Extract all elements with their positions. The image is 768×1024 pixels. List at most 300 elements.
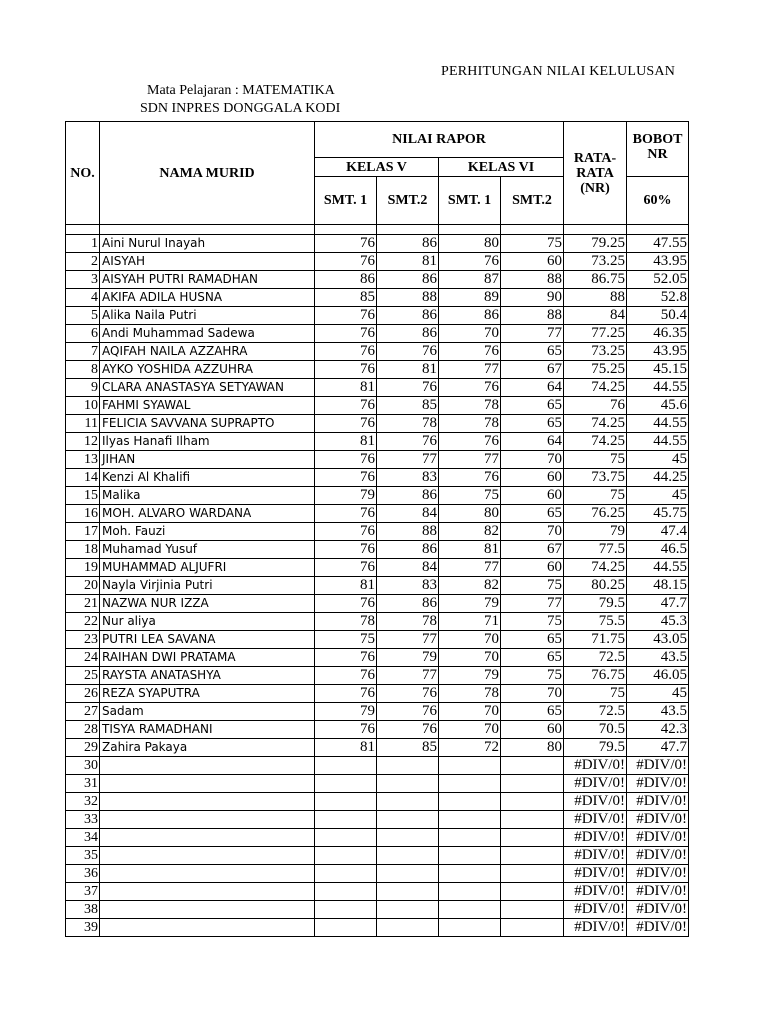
score-smt2-kelas-vi: 75 xyxy=(501,667,564,685)
row-number: 34 xyxy=(66,829,100,847)
bobot-value: 48.15 xyxy=(627,577,689,595)
score-smt1-kelas-vi: 71 xyxy=(439,613,501,631)
score-smt1-kelas-v xyxy=(315,883,377,901)
score-smt2-kelas-v: 84 xyxy=(377,559,439,577)
student-name: JIHAN xyxy=(100,451,315,469)
bobot-value: 44.25 xyxy=(627,469,689,487)
student-name: MOH. ALVARO WARDANA xyxy=(100,505,315,523)
score-smt1-kelas-vi xyxy=(439,883,501,901)
score-smt2-kelas-v: 86 xyxy=(377,487,439,505)
student-name: Malika xyxy=(100,487,315,505)
score-smt2-kelas-vi: 67 xyxy=(501,361,564,379)
row-number: 19 xyxy=(66,559,100,577)
bobot-value: #DIV/0! xyxy=(627,811,689,829)
student-name: Zahira Pakaya xyxy=(100,739,315,757)
bobot-value: 50.4 xyxy=(627,307,689,325)
student-name: REZA SYAPUTRA xyxy=(100,685,315,703)
rata-rata-value: #DIV/0! xyxy=(564,919,627,937)
score-smt2-kelas-v xyxy=(377,883,439,901)
table-row xyxy=(66,307,689,325)
bobot-value: 46.35 xyxy=(627,325,689,343)
table-row xyxy=(66,757,689,775)
score-smt2-kelas-vi: 67 xyxy=(501,541,564,559)
row-number: 16 xyxy=(66,505,100,523)
score-smt2-kelas-v: 86 xyxy=(377,325,439,343)
row-number: 29 xyxy=(66,739,100,757)
score-smt2-kelas-vi: 88 xyxy=(501,307,564,325)
rata-rata-value: 74.25 xyxy=(564,379,627,397)
row-number: 15 xyxy=(66,487,100,505)
table-row xyxy=(66,631,689,649)
rata-rata-value: 73.75 xyxy=(564,469,627,487)
student-name: Alika Naila Putri xyxy=(100,307,315,325)
student-name: AISYAH xyxy=(100,253,315,271)
rata-rata-value: #DIV/0! xyxy=(564,847,627,865)
bobot-value: 44.55 xyxy=(627,559,689,577)
header-name: NAMA MURID xyxy=(100,122,315,225)
row-number: 8 xyxy=(66,361,100,379)
score-smt1-kelas-v: 76 xyxy=(315,415,377,433)
score-smt1-kelas-v: 76 xyxy=(315,469,377,487)
score-smt1-kelas-vi xyxy=(439,793,501,811)
score-smt1-kelas-vi: 79 xyxy=(439,667,501,685)
score-smt1-kelas-v: 76 xyxy=(315,685,377,703)
score-smt1-kelas-vi: 77 xyxy=(439,361,501,379)
score-smt2-kelas-vi: 65 xyxy=(501,343,564,361)
student-name xyxy=(100,883,315,901)
score-smt2-kelas-vi: 70 xyxy=(501,523,564,541)
score-smt2-kelas-vi: 70 xyxy=(501,685,564,703)
rata-rata-value: #DIV/0! xyxy=(564,775,627,793)
rata-rata-value: 70.5 xyxy=(564,721,627,739)
table-row xyxy=(66,397,689,415)
score-smt1-kelas-v: 76 xyxy=(315,253,377,271)
score-smt1-kelas-vi: 81 xyxy=(439,541,501,559)
score-smt1-kelas-v: 79 xyxy=(315,487,377,505)
score-smt1-kelas-v: 76 xyxy=(315,721,377,739)
score-smt2-kelas-vi xyxy=(501,775,564,793)
score-smt2-kelas-v xyxy=(377,793,439,811)
score-smt1-kelas-vi: 78 xyxy=(439,415,501,433)
score-smt2-kelas-v: 76 xyxy=(377,721,439,739)
score-smt1-kelas-vi xyxy=(439,811,501,829)
score-smt1-kelas-v: 86 xyxy=(315,271,377,289)
score-smt1-kelas-v xyxy=(315,829,377,847)
student-name xyxy=(100,793,315,811)
header-smt1-vi: SMT. 1 xyxy=(439,177,501,225)
score-smt2-kelas-v: 86 xyxy=(377,307,439,325)
row-number: 7 xyxy=(66,343,100,361)
header-smt2-vi: SMT.2 xyxy=(501,177,564,225)
row-number: 36 xyxy=(66,865,100,883)
school-name: SDN INPRES DONGGALA KODI xyxy=(140,101,341,116)
table-row xyxy=(66,919,689,937)
score-smt2-kelas-vi: 65 xyxy=(501,703,564,721)
table-row xyxy=(66,505,689,523)
student-name: Sadam xyxy=(100,703,315,721)
score-smt1-kelas-vi: 70 xyxy=(439,721,501,739)
subject-label: Mata Pelajaran : MATEMATIKA xyxy=(147,83,335,98)
score-smt2-kelas-vi: 90 xyxy=(501,289,564,307)
header-rata-rata: RATA-RATA (NR) xyxy=(564,122,627,225)
score-smt2-kelas-v: 76 xyxy=(377,379,439,397)
rata-rata-value: 73.25 xyxy=(564,253,627,271)
table-row xyxy=(66,865,689,883)
bobot-value: 45 xyxy=(627,451,689,469)
rata-rata-value: #DIV/0! xyxy=(564,901,627,919)
rata-rata-value: 72.5 xyxy=(564,703,627,721)
score-smt2-kelas-vi xyxy=(501,901,564,919)
bobot-value: 43.5 xyxy=(627,649,689,667)
score-smt1-kelas-v: 76 xyxy=(315,559,377,577)
score-smt2-kelas-vi: 80 xyxy=(501,739,564,757)
score-smt1-kelas-vi: 80 xyxy=(439,505,501,523)
table-row xyxy=(66,541,689,559)
row-number: 13 xyxy=(66,451,100,469)
score-smt2-kelas-vi xyxy=(501,793,564,811)
header-bobot: BOBOT NR xyxy=(627,122,689,177)
score-smt2-kelas-vi: 65 xyxy=(501,397,564,415)
score-smt1-kelas-v: 76 xyxy=(315,667,377,685)
score-smt1-kelas-vi: 70 xyxy=(439,703,501,721)
score-smt2-kelas-v: 76 xyxy=(377,685,439,703)
score-smt2-kelas-vi: 65 xyxy=(501,631,564,649)
row-number: 12 xyxy=(66,433,100,451)
score-smt1-kelas-vi: 80 xyxy=(439,235,501,253)
rata-rata-value: #DIV/0! xyxy=(564,757,627,775)
rata-rata-value: 79 xyxy=(564,523,627,541)
student-name: FAHMI SYAWAL xyxy=(100,397,315,415)
score-smt2-kelas-vi xyxy=(501,829,564,847)
score-smt2-kelas-vi: 64 xyxy=(501,433,564,451)
score-smt1-kelas-vi: 82 xyxy=(439,523,501,541)
rata-rata-value: #DIV/0! xyxy=(564,811,627,829)
student-name xyxy=(100,811,315,829)
score-smt2-kelas-vi xyxy=(501,919,564,937)
score-smt2-kelas-vi xyxy=(501,757,564,775)
rata-rata-value: 74.25 xyxy=(564,433,627,451)
score-smt1-kelas-vi xyxy=(439,847,501,865)
row-number: 24 xyxy=(66,649,100,667)
table-row xyxy=(66,847,689,865)
table-row xyxy=(66,451,689,469)
student-name: AQIFAH NAILA AZZAHRA xyxy=(100,343,315,361)
score-smt2-kelas-v: 86 xyxy=(377,271,439,289)
score-smt1-kelas-v xyxy=(315,775,377,793)
table-row xyxy=(66,253,689,271)
score-smt1-kelas-v: 76 xyxy=(315,541,377,559)
bobot-value: 43.95 xyxy=(627,343,689,361)
score-smt1-kelas-vi: 76 xyxy=(439,433,501,451)
score-smt1-kelas-vi xyxy=(439,919,501,937)
table-row xyxy=(66,433,689,451)
score-smt2-kelas-v xyxy=(377,865,439,883)
score-smt1-kelas-vi xyxy=(439,901,501,919)
student-name: AISYAH PUTRI RAMADHAN xyxy=(100,271,315,289)
bobot-value: #DIV/0! xyxy=(627,901,689,919)
table-row xyxy=(66,775,689,793)
bobot-value: #DIV/0! xyxy=(627,757,689,775)
score-smt1-kelas-v xyxy=(315,847,377,865)
bobot-value: #DIV/0! xyxy=(627,793,689,811)
student-name: FELICIA SAVVANA SUPRAPTO xyxy=(100,415,315,433)
score-smt2-kelas-vi: 65 xyxy=(501,415,564,433)
table-row xyxy=(66,613,689,631)
score-smt2-kelas-vi xyxy=(501,883,564,901)
bobot-value: 45.6 xyxy=(627,397,689,415)
row-number: 31 xyxy=(66,775,100,793)
table-row xyxy=(66,469,689,487)
score-smt1-kelas-vi: 76 xyxy=(439,253,501,271)
score-smt1-kelas-vi: 87 xyxy=(439,271,501,289)
row-number: 38 xyxy=(66,901,100,919)
score-smt2-kelas-vi xyxy=(501,865,564,883)
bobot-value: 52.05 xyxy=(627,271,689,289)
row-number: 1 xyxy=(66,235,100,253)
row-number: 21 xyxy=(66,595,100,613)
rata-rata-value: 74.25 xyxy=(564,559,627,577)
score-smt1-kelas-vi: 70 xyxy=(439,631,501,649)
score-smt1-kelas-vi: 79 xyxy=(439,595,501,613)
score-smt2-kelas-v: 76 xyxy=(377,433,439,451)
student-name: Nur aliya xyxy=(100,613,315,631)
rata-rata-value: 88 xyxy=(564,289,627,307)
score-smt2-kelas-v: 79 xyxy=(377,649,439,667)
table-row xyxy=(66,343,689,361)
rata-rata-value: 86.75 xyxy=(564,271,627,289)
student-name xyxy=(100,919,315,937)
score-smt2-kelas-v: 86 xyxy=(377,541,439,559)
score-smt2-kelas-vi: 60 xyxy=(501,559,564,577)
score-smt2-kelas-v: 78 xyxy=(377,613,439,631)
score-smt1-kelas-vi xyxy=(439,865,501,883)
table-row xyxy=(66,415,689,433)
score-smt2-kelas-vi: 77 xyxy=(501,325,564,343)
score-smt2-kelas-vi: 60 xyxy=(501,469,564,487)
score-smt2-kelas-v xyxy=(377,919,439,937)
rata-rata-value: 79.5 xyxy=(564,595,627,613)
table-row xyxy=(66,811,689,829)
student-name: TISYA RAMADHANI xyxy=(100,721,315,739)
table-row xyxy=(66,235,689,253)
score-smt2-kelas-vi: 75 xyxy=(501,613,564,631)
rata-rata-value: 76.75 xyxy=(564,667,627,685)
student-name: RAIHAN DWI PRATAMA xyxy=(100,649,315,667)
bobot-value: 45 xyxy=(627,685,689,703)
bobot-value: 44.55 xyxy=(627,379,689,397)
header-smt2-v: SMT.2 xyxy=(377,177,439,225)
score-smt1-kelas-v: 81 xyxy=(315,577,377,595)
header-smt1-v: SMT. 1 xyxy=(315,177,377,225)
table-row xyxy=(66,685,689,703)
header-kelas-vi: KELAS VI xyxy=(439,158,564,177)
row-number: 25 xyxy=(66,667,100,685)
row-number: 5 xyxy=(66,307,100,325)
rata-rata-value: 79.5 xyxy=(564,739,627,757)
score-smt1-kelas-v: 78 xyxy=(315,613,377,631)
score-smt1-kelas-v xyxy=(315,919,377,937)
score-smt2-kelas-v: 85 xyxy=(377,397,439,415)
score-smt2-kelas-v: 77 xyxy=(377,451,439,469)
table-row xyxy=(66,487,689,505)
student-name xyxy=(100,829,315,847)
score-smt1-kelas-v: 79 xyxy=(315,703,377,721)
score-smt2-kelas-v xyxy=(377,757,439,775)
rata-rata-value: 79.25 xyxy=(564,235,627,253)
score-smt1-kelas-vi: 70 xyxy=(439,325,501,343)
row-number: 23 xyxy=(66,631,100,649)
score-smt2-kelas-vi xyxy=(501,811,564,829)
score-smt1-kelas-vi xyxy=(439,775,501,793)
table-row xyxy=(66,703,689,721)
score-smt2-kelas-v: 77 xyxy=(377,631,439,649)
bobot-value: 45.75 xyxy=(627,505,689,523)
score-smt1-kelas-vi: 77 xyxy=(439,559,501,577)
student-name xyxy=(100,775,315,793)
score-smt2-kelas-v: 78 xyxy=(377,415,439,433)
rata-rata-value: 73.25 xyxy=(564,343,627,361)
score-smt1-kelas-vi: 76 xyxy=(439,343,501,361)
row-number: 32 xyxy=(66,793,100,811)
student-name xyxy=(100,847,315,865)
bobot-value: 43.5 xyxy=(627,703,689,721)
row-number: 26 xyxy=(66,685,100,703)
rata-rata-value: 71.75 xyxy=(564,631,627,649)
score-smt1-kelas-vi: 75 xyxy=(439,487,501,505)
student-name: AYKO YOSHIDA AZZUHRA xyxy=(100,361,315,379)
bobot-value: 47.55 xyxy=(627,235,689,253)
score-smt1-kelas-v: 76 xyxy=(315,505,377,523)
row-number: 3 xyxy=(66,271,100,289)
bobot-value: 52.8 xyxy=(627,289,689,307)
table-row xyxy=(66,379,689,397)
bobot-value: 44.55 xyxy=(627,415,689,433)
rata-rata-value: 84 xyxy=(564,307,627,325)
table-row xyxy=(66,325,689,343)
rata-rata-value: 76 xyxy=(564,397,627,415)
table-row xyxy=(66,793,689,811)
bobot-value: 47.7 xyxy=(627,739,689,757)
score-smt1-kelas-vi: 70 xyxy=(439,649,501,667)
student-name xyxy=(100,757,315,775)
score-smt2-kelas-v: 83 xyxy=(377,577,439,595)
rata-rata-value: 74.25 xyxy=(564,415,627,433)
student-name: RAYSTA ANATASHYA xyxy=(100,667,315,685)
score-smt1-kelas-vi xyxy=(439,829,501,847)
table-row xyxy=(66,721,689,739)
bobot-value: 46.5 xyxy=(627,541,689,559)
row-number: 33 xyxy=(66,811,100,829)
table-row xyxy=(66,289,689,307)
score-smt1-kelas-vi: 78 xyxy=(439,397,501,415)
bobot-value: #DIV/0! xyxy=(627,883,689,901)
score-smt1-kelas-v: 76 xyxy=(315,451,377,469)
score-smt2-kelas-v: 77 xyxy=(377,667,439,685)
student-name xyxy=(100,901,315,919)
table-row xyxy=(66,829,689,847)
score-smt1-kelas-v xyxy=(315,811,377,829)
table-row xyxy=(66,595,689,613)
score-smt2-kelas-vi: 75 xyxy=(501,577,564,595)
score-smt2-kelas-v: 81 xyxy=(377,361,439,379)
rata-rata-value: #DIV/0! xyxy=(564,829,627,847)
score-smt1-kelas-v: 81 xyxy=(315,379,377,397)
student-name: Nayla Virjinia Putri xyxy=(100,577,315,595)
header-kelas-v: KELAS V xyxy=(315,158,439,177)
score-smt2-kelas-vi: 88 xyxy=(501,271,564,289)
bobot-value: #DIV/0! xyxy=(627,775,689,793)
student-name: CLARA ANASTASYA SETYAWAN xyxy=(100,379,315,397)
header-bobot-pct: 60% xyxy=(627,177,689,225)
student-name: MUHAMMAD ALJUFRI xyxy=(100,559,315,577)
student-name: Aini Nurul Inayah xyxy=(100,235,315,253)
rata-rata-value: 77.5 xyxy=(564,541,627,559)
score-smt2-kelas-vi: 60 xyxy=(501,721,564,739)
score-smt2-kelas-v: 86 xyxy=(377,235,439,253)
student-name xyxy=(100,865,315,883)
student-name: Ilyas Hanafi Ilham xyxy=(100,433,315,451)
header-no: NO. xyxy=(66,122,100,225)
student-name: Muhamad Yusuf xyxy=(100,541,315,559)
score-smt2-kelas-vi: 60 xyxy=(501,487,564,505)
score-smt1-kelas-v: 76 xyxy=(315,397,377,415)
row-number: 4 xyxy=(66,289,100,307)
score-smt2-kelas-v xyxy=(377,847,439,865)
table-row xyxy=(66,271,689,289)
score-smt2-kelas-vi: 70 xyxy=(501,451,564,469)
score-smt2-kelas-v: 81 xyxy=(377,253,439,271)
score-smt2-kelas-v: 83 xyxy=(377,469,439,487)
row-number: 30 xyxy=(66,757,100,775)
score-smt1-kelas-vi: 72 xyxy=(439,739,501,757)
row-number: 20 xyxy=(66,577,100,595)
score-smt1-kelas-vi: 86 xyxy=(439,307,501,325)
score-smt2-kelas-v: 76 xyxy=(377,703,439,721)
bobot-value: 45.3 xyxy=(627,613,689,631)
score-smt1-kelas-v: 76 xyxy=(315,595,377,613)
score-smt1-kelas-vi: 78 xyxy=(439,685,501,703)
table-row xyxy=(66,649,689,667)
rata-rata-value: 75.5 xyxy=(564,613,627,631)
score-smt1-kelas-vi xyxy=(439,757,501,775)
score-smt2-kelas-v xyxy=(377,829,439,847)
score-smt2-kelas-v: 76 xyxy=(377,343,439,361)
score-smt1-kelas-vi: 89 xyxy=(439,289,501,307)
student-name: PUTRI LEA SAVANA xyxy=(100,631,315,649)
sheet-title: PERHITUNGAN NILAI KELULUSAN xyxy=(441,64,676,79)
table-row xyxy=(66,883,689,901)
score-smt1-kelas-v: 81 xyxy=(315,433,377,451)
row-number: 2 xyxy=(66,253,100,271)
rata-rata-value: 76.25 xyxy=(564,505,627,523)
score-smt1-kelas-v: 76 xyxy=(315,307,377,325)
score-smt1-kelas-v xyxy=(315,865,377,883)
score-smt2-kelas-vi: 64 xyxy=(501,379,564,397)
score-smt1-kelas-v: 85 xyxy=(315,289,377,307)
student-name: AKIFA ADILA HUSNA xyxy=(100,289,315,307)
rata-rata-value: 72.5 xyxy=(564,649,627,667)
row-number: 17 xyxy=(66,523,100,541)
bobot-value: 47.4 xyxy=(627,523,689,541)
score-smt1-kelas-v: 76 xyxy=(315,325,377,343)
score-smt2-kelas-v xyxy=(377,901,439,919)
score-smt2-kelas-v: 88 xyxy=(377,523,439,541)
table-row xyxy=(66,577,689,595)
score-smt1-kelas-v: 76 xyxy=(315,361,377,379)
score-smt2-kelas-v: 84 xyxy=(377,505,439,523)
row-number: 9 xyxy=(66,379,100,397)
bobot-value: 47.7 xyxy=(627,595,689,613)
